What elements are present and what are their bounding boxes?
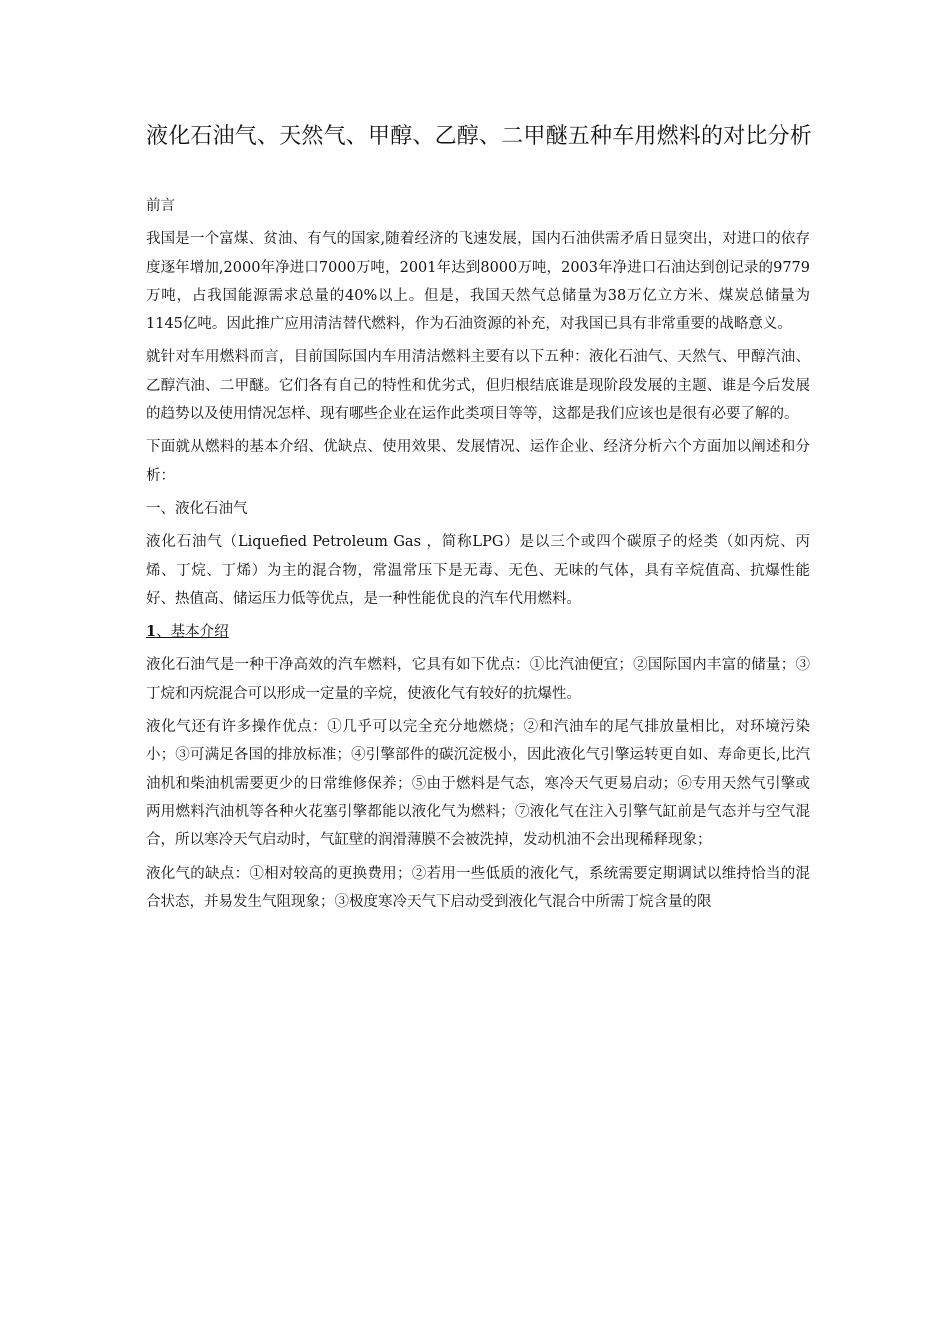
paragraph-intro: 我国是一个富煤、贫油、有气的国家,随着经济的飞速发展，国内石油供需矛盾日显突出，对进口的依存度逐年增加,2000年净进口7000万吨，2001年达到8000万吨，2003年净进口石油达到创记录的9779万吨，占我国能源需求总量的40%以上。但是，我国天然气总储量为38万亿立方米、煤炭总储量为1145亿吨。因此推广应用清洁替代燃料，作为石油资源的补充，对我国已具有非常重要的战略意义。 bbox=[146, 231, 810, 333]
section-heading-lpg: 一、液化石油气 bbox=[146, 500, 248, 517]
paragraph-outline: 下面就从燃料的基本介绍、优缺点、使用效果、发展情况、运作企业、经济分析六个方面加以阐述和分析： bbox=[146, 439, 810, 484]
paragraph-lpg-definition: 液化石油气（Liquefied Petroleum Gas ，简称LPG）是以三个或四个碳原子的烃类（如丙烷、丙烯、丁烷、丁烯）为主的混合物，常温常压下是无毒、无色、无味的气体，具有辛烷值高、抗爆性能好、热值高、储运压力低等优点，是一种性能优良的汽车代用燃料。 bbox=[146, 534, 810, 607]
paragraph-lpg-disadvantages: 液化气的缺点：①相对较高的更换费用；②若用一些低质的液化气，系统需要定期调试以维持恰当的混合状态，并易发生气阻现象；③极度寒冷天气下启动受到液化气混合中所需丁烷含量的限 bbox=[146, 865, 810, 910]
preface-heading: 前言 bbox=[146, 198, 175, 214]
subsection-label: 、基本介绍 bbox=[156, 624, 229, 641]
document-title: 液化石油气、天然气、甲醇、乙醇、二甲醚五种车用燃料的对比分析 bbox=[146, 124, 813, 149]
subsection-heading-basic-intro bbox=[146, 618, 810, 646]
paragraph-fuel-types: 就针对车用燃料而言，目前国际国内车用清洁燃料主要有以下五种：液化石油气、天然气、甲醇汽油、乙醇汽油、二甲醚。它们各有自己的特性和优劣式，但归根结底谁是现阶段发展的主题、谁是今后发展的趋势以及使用情况怎样、现有哪些企业在运作此类项目等等，这都是我们应该也是很有必要了解的。 bbox=[146, 349, 810, 423]
paragraph-lpg-operating-advantages: 液化气还有许多操作优点：①几乎可以完全充分地燃烧；②和汽油车的尾气排放量相比，对环境污染小；③可满足各国的排放标准；④引擎部件的碳沉淀极小，因此液化气引擎运转更自如、寿命更长,比汽油机和柴油机需要更少的日常维修保养；⑤由于燃料是气态，寒冷天气更易启动；⑥专用天然气引擎或两用燃料汽油机等各种火花塞引擎都能以液化气为燃料；⑦液化气在注入引擎气缸前是气态并与空气混合，所以寒冷天气启动时，气缸壁的润滑薄膜不会被洗掉，发动机油不会出现稀释现象； bbox=[146, 719, 810, 849]
paragraph-lpg-advantages: 液化石油气是一种干净高效的汽车燃料，它具有如下优点：①比汽油便宜；②国际国内丰富的储量；③丁烷和丙烷混合可以形成一定量的辛烷，使液化气有较好的抗爆性。 bbox=[146, 657, 810, 702]
subsection-number: 1 bbox=[146, 623, 157, 641]
